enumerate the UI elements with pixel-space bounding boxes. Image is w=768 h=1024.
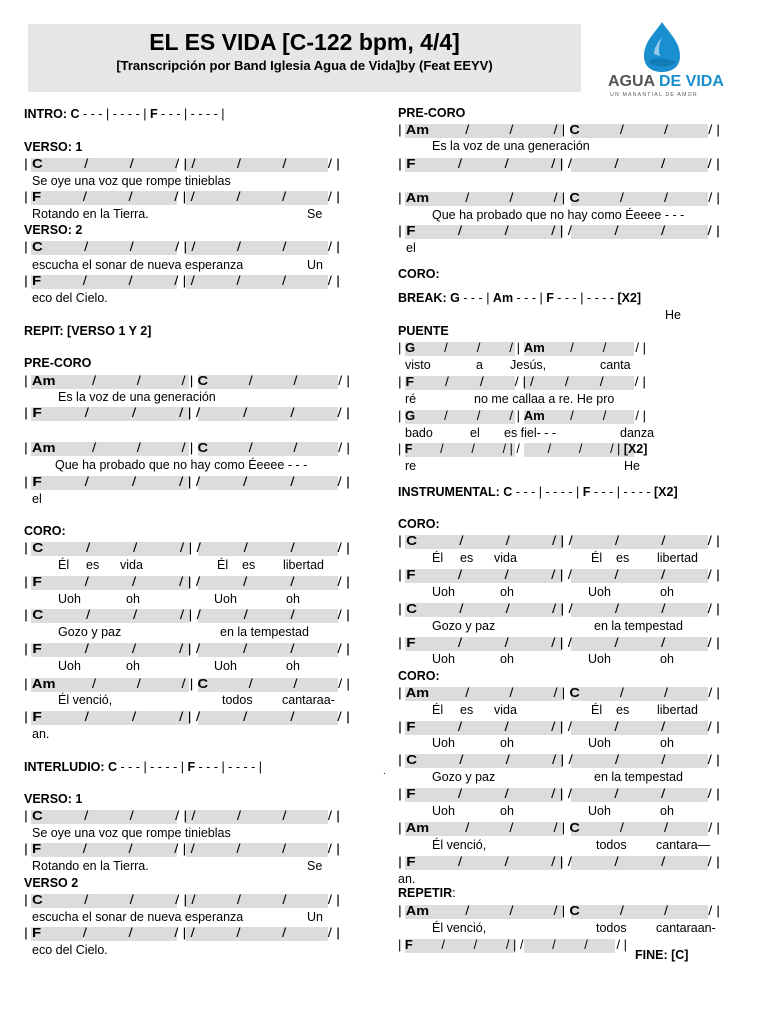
lyric-line [24,291,352,306]
heading-text: PUENTE [398,324,449,338]
lyric-text: danza [620,426,655,440]
lyric-text: oh [660,652,674,666]
chord-bar-text: | Am / / / | C / / / | [24,677,350,691]
chord-bar-text: | F / / / | / / / / | [398,855,720,869]
section-heading [398,517,440,532]
lyric-line [398,770,720,785]
chord-bar-line [24,677,352,692]
heading-text: FINE: [C] [635,948,689,962]
lyric-text: todos [596,838,627,852]
lyric-text: Que ha probado que no hay como Éeeee - - - [55,458,308,472]
agua-de-vida-logo [600,20,750,102]
chord-bar-text: | F / / / | / / / / | [398,375,646,389]
lyric-text: oh [500,804,514,818]
lyric-text: oh [126,659,140,673]
chord-bar-line [24,926,352,941]
logo-tagline: UN MANANTIAL DE AMOR [610,92,698,98]
chord-bar-text: | C / / / | / / / / | [398,602,720,616]
heading-text: F [546,291,554,305]
chord-bar-text: | C / / / | / / / / | [24,809,341,823]
heading-text: - - - | - - - - | [79,107,150,121]
chord-bar-line [24,893,352,908]
chord-bar-text: | F / / / | / / / / | [398,636,720,650]
lyric-line [24,625,352,640]
chord-bar-line [398,720,720,735]
heading-text: - - - | [513,291,547,305]
chord-bar-line [398,753,720,768]
chord-bar-line [24,240,352,255]
lyric-line [398,736,720,751]
chord-bar-text: | F / / / | / / / / | [398,938,627,952]
chord-bar-line [398,568,720,583]
section-heading [24,324,151,339]
lyric-text: Un [307,258,323,272]
lyric-text: Uoh [58,659,81,673]
chord-bar-text: | F / / / | / / / / | [24,406,350,420]
section-heading [24,356,91,371]
lyric-text: vida [494,703,517,717]
lyric-text: Se oye una voz que rompe tinieblas [32,826,231,840]
lyric-text: vida [120,558,143,572]
lyric-line [24,390,352,405]
section-heading [398,267,440,282]
chord-bar-text: | F / / / | / / / / | [24,190,340,204]
chord-bar-text: | F / / / | / / / / | [24,642,350,656]
lyric-text: He [624,459,640,473]
lyric-text: no me callaa a re. He pro [474,392,615,406]
chord-bar-line [24,608,352,623]
lyric-line [398,585,720,600]
chord-bar-text: | Am / / / | C / / / | [398,686,720,700]
lyric-line [398,459,720,474]
lyric-line [398,838,720,853]
lyric-text: Es la voz de una generación [432,139,590,153]
heading-text: - - - | - - - - [590,485,655,499]
lyric-text: Uoh [432,736,455,750]
lyric-text: oh [500,585,514,599]
lyric-text: He [665,308,681,322]
lyric-text: es [616,551,630,565]
chord-bar-line [398,602,720,617]
lyric-text: visto [405,358,431,372]
lyric-line [24,592,352,607]
lyric-text: en la tempestad [594,619,683,633]
lyric-text: Él [591,551,603,565]
lyric-text: Él [58,558,70,572]
chord-bar-text: | C / / / | / / / / | [398,753,720,767]
lyric-text: cantaraa- [282,693,335,707]
lyric-text: eco del Cielo. [32,291,108,305]
heading-text: - - - | [459,291,493,305]
heading-text: [X2] [654,485,678,499]
chord-bar-line [24,842,352,857]
chord-bar-line [398,636,720,651]
lyric-text: Uoh [214,659,237,673]
lyric-text: es [460,551,474,565]
heading-text: CORO: [398,267,440,281]
lyric-text: Él [432,703,444,717]
heading-text: PRE-CORO [24,356,92,370]
heading-text: - - - | - - - - | [512,485,583,499]
lyric-line [398,619,720,634]
section-heading [24,792,82,807]
title-banner [28,24,581,92]
chord-bar-line [24,809,352,824]
chord-bar-line [24,406,352,421]
chord-bar-text: | Am / / / | C / / / | [398,191,720,205]
chord-bar-line [398,904,720,919]
section-heading [398,886,456,901]
heading-text: CORO: [398,517,440,531]
lyric-text: el [470,426,480,440]
heading-text: - - - | - - - - | [117,760,188,774]
lyric-line [24,727,352,742]
song-subtitle: [Transcripción por Band Iglesia Agua de Vida]by (Feat EEYV) [116,58,493,73]
lyric-text: el [32,492,42,506]
chord-bar-text: | F / / / | / / / / | [X2] [398,442,648,456]
lyric-text: libertad [657,551,698,565]
lyric-text: escucha el sonar de nueva esperanza [32,258,244,272]
lyric-line [24,207,352,222]
section-heading [398,324,449,339]
logo-text-main: AGUA DE VIDA [608,73,724,90]
lyric-text: Uoh [588,585,611,599]
chord-bar-line [24,575,352,590]
heading-text: VERSO: 1 [24,792,83,806]
chord-bar-text: | Am / / / | C / / / | [398,904,720,918]
lyric-text: es fiel- - - [504,426,557,440]
heading-text: [X2] [617,291,642,305]
lyric-line [398,703,720,718]
lyric-text: oh [660,585,674,599]
chord-bar-text: | F / / / | / / / / | [24,710,350,724]
chord-bar-text: | G / / / | Am / / / | [398,341,646,355]
chord-bar-line [398,855,720,870]
lyric-line [24,458,352,473]
section-heading [24,760,262,775]
lyric-line [24,910,352,925]
lyric-line [24,859,352,874]
lyric-line [24,826,352,841]
heading-text: REPIT: [VERSO 1 Y 2] [24,324,152,338]
chord-bar-line [24,642,352,657]
lyric-line [398,358,720,373]
lyric-line [24,943,352,958]
chord-bar-line [398,341,720,356]
lyric-text: Rotando en la Tierra. [32,859,149,873]
lyric-text: oh [126,592,140,606]
lyric-line [398,392,720,407]
lyric-text: en la tempestad [594,770,683,784]
lyric-text: el [406,241,416,255]
chord-bar-line [398,157,720,172]
chord-bar-text: | Am / / / | C / / / | [398,123,720,137]
chord-bar-text: | F / / / | / / / / | [24,926,340,940]
chord-bar-line [398,224,720,239]
chord-bar-text: | C / / / | / / / / | [24,541,351,555]
lyric-text: es [460,703,474,717]
lyric-text: Él venció, [432,838,487,852]
chord-bar-text: | C / / / | / / / / | [24,157,341,171]
heading-text: : [452,886,456,900]
chord-bar-line [398,821,720,836]
heading-text: BREAK: G [398,291,460,305]
lyric-text: vida [494,551,517,565]
lyric-text: Gozo y paz [432,770,496,784]
song-title: EL ES VIDA [C-122 bpm, 4/4] [149,29,460,55]
lyric-text: Él [591,703,603,717]
chord-bar-text: | Am / / / | C / / / | [24,374,350,388]
lyric-line [24,492,352,507]
lyric-line [24,659,352,674]
chord-bar-line [24,475,352,490]
lyric-line [398,241,720,256]
section-heading [398,485,678,500]
lyric-line [398,308,720,323]
lyric-text: eco del Cielo. [32,943,108,957]
section-heading [24,107,224,122]
heading-text: INTRO: C [24,107,80,121]
lyric-text: Él venció, [58,693,113,707]
lyric-text: es [616,703,630,717]
lyric-text: cantara— [656,838,711,852]
lyric-text: an. [398,872,416,886]
lyric-text: todos [222,693,253,707]
lyric-text: es [242,558,256,572]
chord-bar-text: | F / / / | / / / / | [24,575,350,589]
chord-bar-text: | F / / / | / / / / | [398,568,720,582]
chord-bar-text: | F / / / | / / / / | [24,475,350,489]
chord-bar-text: | Am / / / | C / / / | [24,441,350,455]
lyric-line [24,558,352,573]
lyric-text: Él venció, [432,921,487,935]
heading-text: Am [492,291,514,305]
chord-bar-line [398,375,720,390]
lyric-text: Uoh [432,652,455,666]
chord-bar-line [24,441,352,456]
lyric-line [398,804,720,819]
lyric-line [24,258,352,273]
lyric-text: oh [500,652,514,666]
chord-bar-text: | G / / / | Am / / / | [398,409,646,423]
lyric-text: oh [660,736,674,750]
heading-text: CORO: [24,524,66,538]
heading-text: VERSO: 2 [24,223,83,237]
lyric-text: Uoh [588,804,611,818]
chord-bar-text: | Am / / / | C / / / | [398,821,720,835]
lyric-text: todos [596,921,627,935]
lyric-text: Uoh [432,585,455,599]
section-heading [24,876,78,891]
lyric-text: Es la voz de una generación [58,390,216,404]
lyric-text: Uoh [214,592,237,606]
heading-text: F [582,485,591,499]
lyric-text: Él [217,558,229,572]
lyric-text: Jesús, [510,358,547,372]
lyric-text: escucha el sonar de nueva esperanza [32,910,244,924]
section-heading [635,948,688,963]
heading-text: CORO: [398,669,440,683]
lyric-text: canta [600,358,631,372]
lyric-line [398,426,720,441]
stray-mark: . [383,766,386,777]
lyric-line [24,693,352,708]
lyric-text: es [86,558,100,572]
heading-text: INTERLUDIO: C [24,760,118,774]
lyric-text: ré [405,392,417,406]
lyric-line [24,174,352,189]
section-heading [24,524,66,539]
chord-bar-line [24,710,352,725]
lyric-text: libertad [283,558,324,572]
chord-bar-line [398,191,720,206]
heading-text: - - - | - - - - | [195,760,262,774]
chord-bar-text: | C / / / | / / / / | [24,608,351,622]
lyric-text: cantaraan- [656,921,716,935]
lyric-text: Uoh [588,652,611,666]
chord-bar-line [24,274,352,289]
section-heading [398,106,465,121]
lyric-text: Gozo y paz [432,619,496,633]
chord-bar-line [398,686,720,701]
lyric-text: Uoh [432,804,455,818]
heading-text: F [187,760,196,774]
heading-text: - - - | - - - - | [157,107,225,121]
lyric-text: en la tempestad [220,625,309,639]
chord-bar-line [398,442,720,457]
chord-bar-text: | C / / / | / / / / | [24,240,341,254]
lyric-text: Se [307,207,323,221]
lyric-text: oh [286,592,300,606]
lyric-text: an. [32,727,50,741]
lyric-text: Uoh [588,736,611,750]
heading-text: VERSO 2 [24,876,79,890]
lyric-text: Un [307,910,323,924]
section-heading [24,223,82,238]
heading-text: PRE-CORO [398,106,466,120]
lyric-text: bado [405,426,433,440]
chord-bar-line [24,374,352,389]
section-heading [398,291,641,306]
heading-text: INSTRUMENTAL: C [398,485,513,499]
lyric-text: Él [432,551,444,565]
lyric-text: oh [500,736,514,750]
lyric-text: re [405,459,417,473]
heading-text: F [149,107,158,121]
chord-bar-text: | F / / / | / / / / | [24,274,340,288]
chord-bar-line [398,409,720,424]
chord-bar-text: | C / / / | / / / / | [398,534,720,548]
lyric-line [398,208,720,223]
lyric-text: oh [286,659,300,673]
lyric-line [398,872,720,887]
chord-bar-line [24,541,352,556]
chord-bar-text: | F / / / | / / / / | [398,720,720,734]
lyric-text: a [476,358,483,372]
lyric-line [398,139,720,154]
chord-bar-line [24,190,352,205]
lyric-text: Gozo y paz [58,625,122,639]
chord-bar-line [398,534,720,549]
lyric-text: Se [307,859,323,873]
chord-bar-text: | F / / / | / / / / | [398,787,720,801]
lyric-text: oh [660,804,674,818]
lyric-text: Que ha probado que no hay como Éeeee - - - [432,208,685,222]
heading-text: VERSO: 1 [24,140,83,154]
heading-text: - - - | - - - - [553,291,618,305]
lyric-text: Rotando en la Tierra. [32,207,149,221]
chord-bar-line [398,123,720,138]
section-heading [398,669,440,684]
chord-bar-text: | F / / / | / / / / | [398,224,720,238]
chord-bar-text: | F / / / | / / / / | [398,157,720,171]
lyric-line [398,551,720,566]
lyric-line [398,921,720,936]
lyric-text: libertad [657,703,698,717]
heading-text: REPETIR [398,886,453,900]
lyric-text: Se oye una voz que rompe tinieblas [32,174,231,188]
chord-bar-text: | C / / / | / / / / | [24,893,341,907]
chord-bar-line [24,157,352,172]
lyric-text: Uoh [58,592,81,606]
section-heading [24,140,82,155]
chord-bar-line [398,787,720,802]
chord-bar-text: | F / / / | / / / / | [24,842,340,856]
lyric-line [398,652,720,667]
